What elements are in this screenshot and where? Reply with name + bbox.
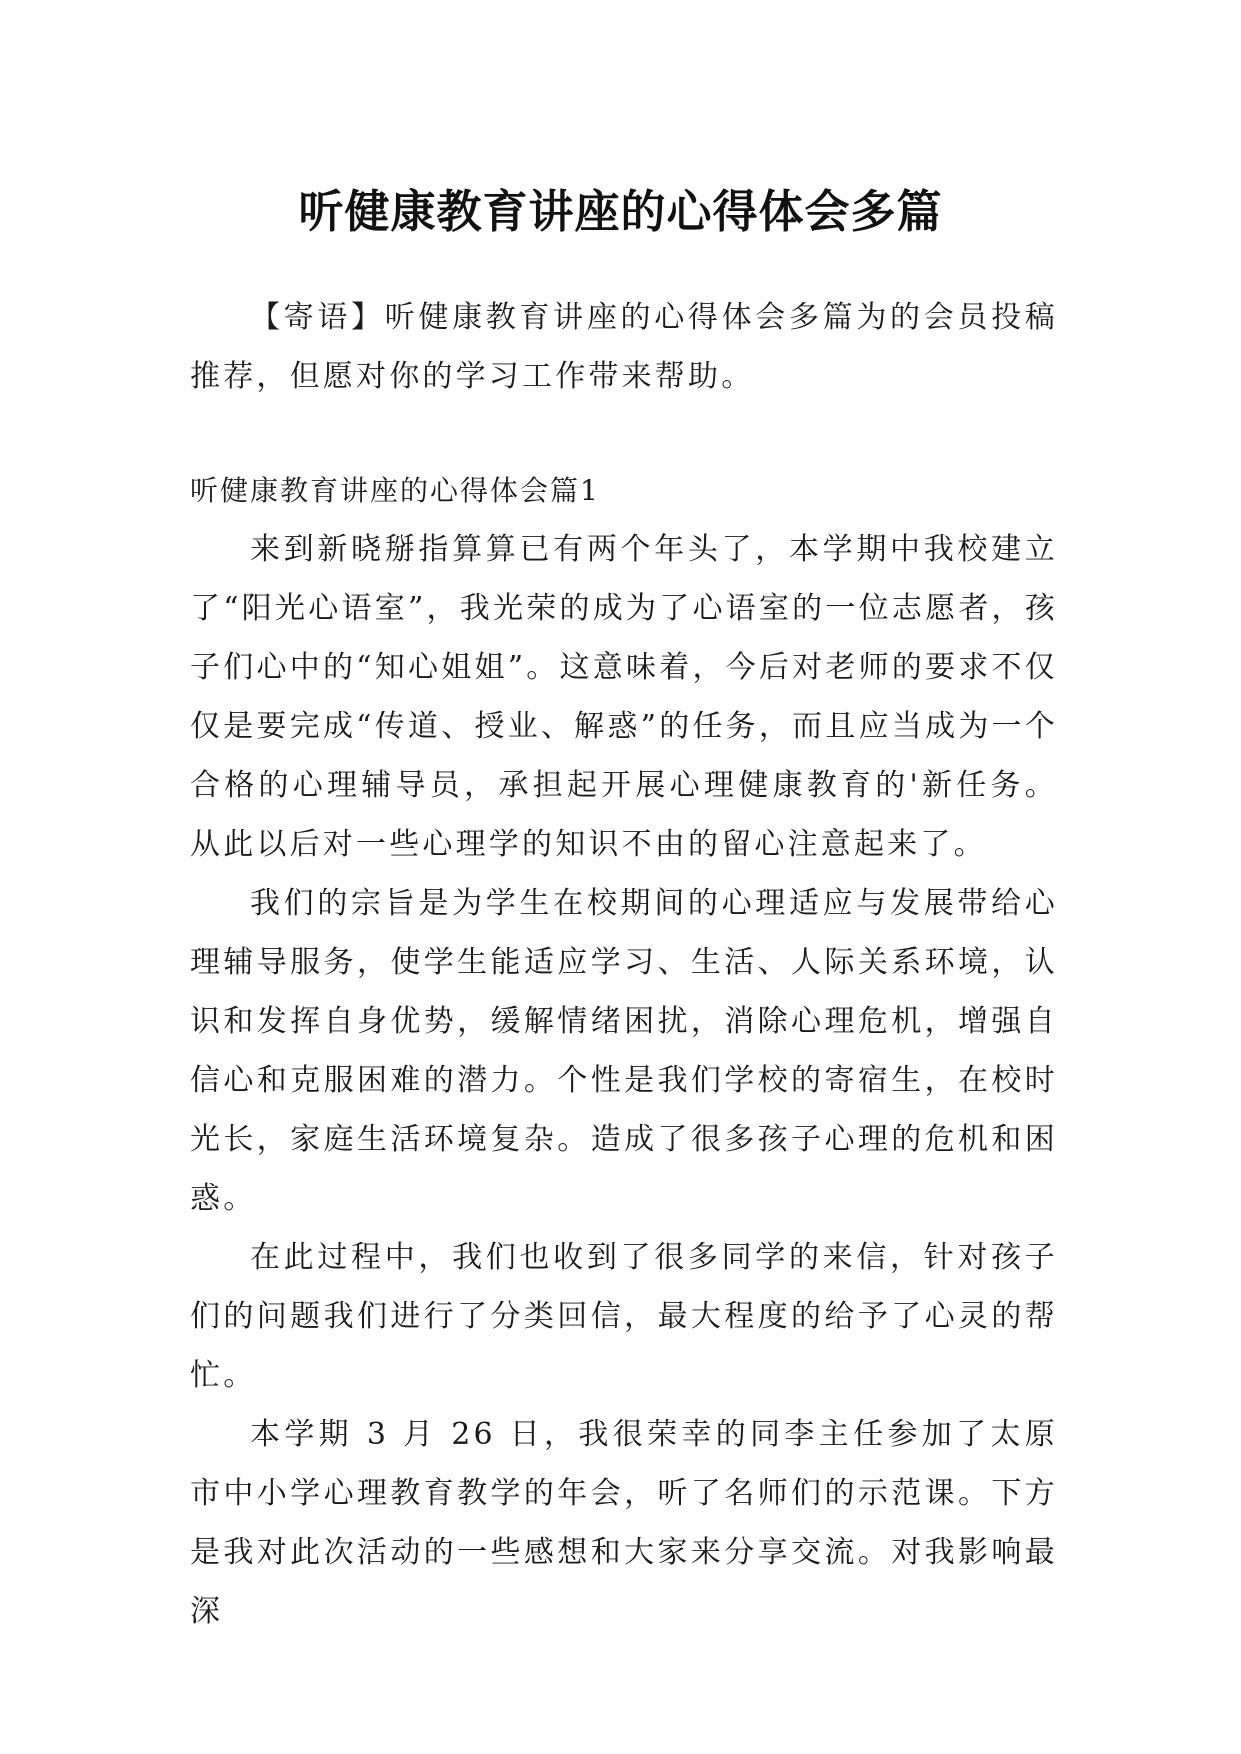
intro-paragraph: 【寄语】听健康教育讲座的心得体会多篇为的会员投稿推荐，但愿对你的学习工作带来帮助。 xyxy=(190,300,1058,394)
section-heading: 听健康教育讲座的心得体会篇1 xyxy=(190,474,600,507)
document-body xyxy=(190,288,1058,1641)
document-title: 听健康教育讲座的心得体会多篇 xyxy=(298,185,943,239)
body-paragraph-4: 本学期 3 月 26 日，我很荣幸的同李主任参加了太原市中小学心理教育教学的年会，听了名师们的示范课。下方是我对此次活动的一些感想和大家来分享交流。对我影响最深 xyxy=(190,1417,1058,1629)
body-paragraph-2: 我们的宗旨是为学生在校期间的心理适应与发展带给心理辅导服务，使学生能适应学习、生活、人际关系环境，认识和发挥自身优势，缓解情绪困扰，消除心理危机，增强自信心和克服困难的潜力。个性是我们学校的寄宿生，在校时光长，家庭生活环境复杂。造成了很多孩子心理的危机和困惑。 xyxy=(190,886,1058,1216)
body-paragraph-3: 在此过程中，我们也收到了很多同学的来信，针对孩子们的问题我们进行了分类回信，最大程度的给予了心灵的帮忙。 xyxy=(190,1240,1058,1393)
body-paragraph-1: 来到新晓掰指算算已有两个年头了，本学期中我校建立了“阳光心语室”，我光荣的成为了心语室的一位志愿者，孩子们心中的“知心姐姐”。这意味着，今后对老师的要求不仅仅是要完成“传道、授业、解惑”的任务，而且应当成为一个合格的心理辅导员，承担起开展心理健康教育的'新任务。从此以后对一些心理学的知识不由的留心注意起来了。 xyxy=(190,532,1058,862)
